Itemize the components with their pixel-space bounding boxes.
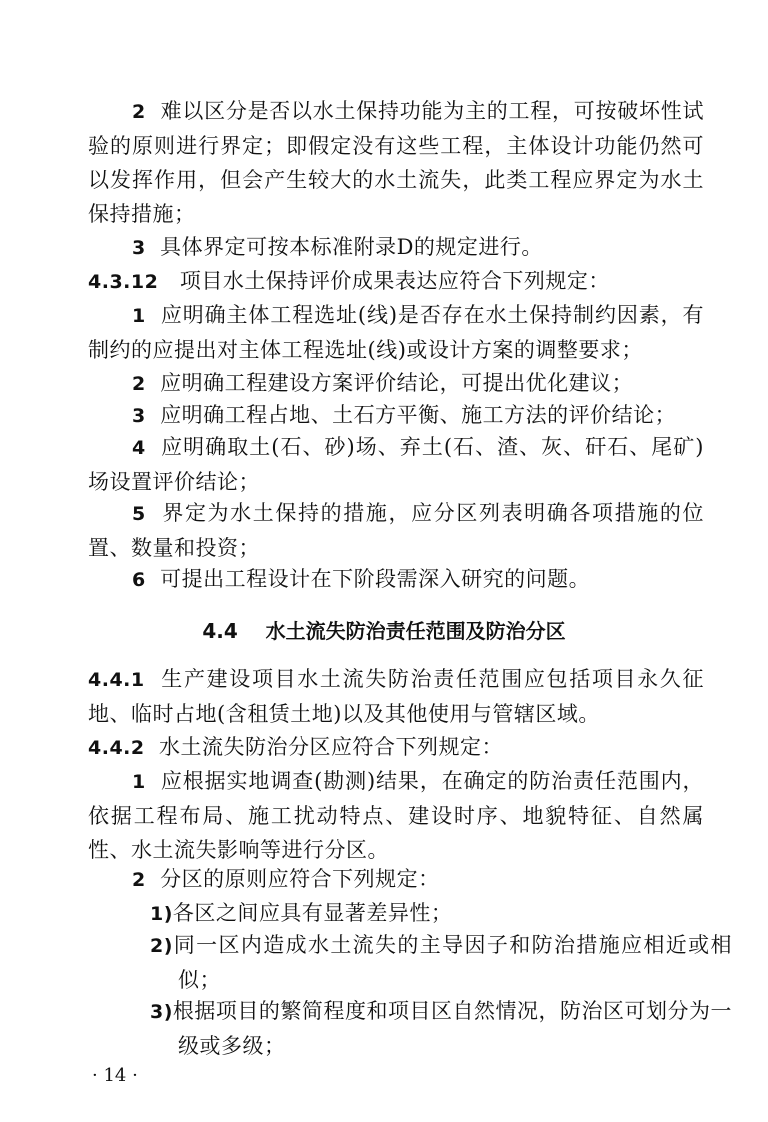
sub-item-text: 同一区内造成水土流失的主导因子和防治措施应相近或相似；: [172, 933, 732, 992]
page-number: · 14 ·: [92, 1065, 138, 1086]
clause-4-4-1: [88, 662, 704, 731]
item-text: 应明确工程建设方案评价结论，可提出优化建议；: [160, 371, 634, 395]
item-number: 3: [132, 405, 146, 427]
paragraph-item-3: [88, 230, 704, 265]
item-text: 难以区分是否以水土保持功能为主的工程，可按破坏性试验的原则进行界定；即假定没有这些工程，主体设计功能仍然可以发挥作用，但会产生较大的水土流失，此类工程应界定为水土保持措施；: [88, 99, 704, 226]
item-number: 6: [132, 569, 146, 591]
clause-4-4-2: [88, 730, 704, 765]
item-number: 5: [132, 503, 146, 525]
paragraph-item-3b: [88, 398, 704, 433]
clause-number: 4.4.1: [88, 669, 145, 691]
item-number: 1: [132, 771, 146, 793]
item-number: 3: [132, 237, 146, 259]
item-text: 具体界定可按本标准附录D的规定进行。: [160, 235, 543, 259]
clause-text: 项目水土保持评价成果表达应符合下列规定：: [179, 269, 610, 293]
sub-item-3: [150, 994, 732, 1063]
item-number: 2: [132, 869, 146, 891]
item-text: 界定为水土保持的措施，应分区列表明确各项措施的位置、数量和投资；: [88, 501, 704, 560]
item-text: 应明确主体工程选址(线)是否存在水土保持制约因素，有制约的应提出对主体工程选址(线)或设计方案的调整要求；: [88, 303, 704, 362]
paragraph-item-6: [88, 562, 704, 597]
item-number: 4: [132, 437, 146, 459]
sub-item-number: 3): [150, 1001, 173, 1023]
sub-item-number: 2): [150, 935, 173, 957]
paragraph-item-4: [88, 430, 704, 499]
section-number: 4.4: [202, 619, 238, 643]
sub-item-2: [150, 928, 732, 997]
sub-item-1: [150, 896, 732, 931]
item-text: 应根据实地调查(勘测)结果，在确定的防治责任范围内，依据工程布局、施工扰动特点、建设时序、地貌特征、自然属性、水土流失影响等进行分区。: [88, 769, 704, 862]
clause-4-3-12: [88, 264, 704, 299]
section-heading: [0, 614, 768, 648]
item-number: 2: [132, 101, 146, 123]
section-title: 水土流失防治责任范围及防治分区: [265, 619, 566, 643]
paragraph-item-1b: [88, 764, 704, 867]
item-number: 2: [132, 373, 146, 395]
item-number: 1: [132, 305, 146, 327]
item-text: 可提出工程设计在下阶段需深入研究的问题。: [160, 567, 591, 591]
sub-item-number: 1): [150, 903, 173, 925]
clause-number: 4.4.2: [88, 737, 145, 759]
item-text: 应明确工程占地、土石方平衡、施工方法的评价结论；: [160, 403, 677, 427]
sub-item-text: 根据项目的繁简程度和项目区自然情况，防治区可划分为一级或多级；: [172, 999, 732, 1058]
clause-text: 水土流失防治分区应符合下列规定：: [158, 735, 503, 759]
item-text: 分区的原则应符合下列规定：: [160, 867, 440, 891]
paragraph-item-2b: [88, 366, 704, 401]
sub-item-text: 各区之间应具有显著差异性；: [172, 901, 453, 925]
paragraph-item-2: [88, 94, 704, 231]
clause-number: 4.3.12: [88, 271, 159, 293]
paragraph-item-2c: [88, 862, 704, 897]
paragraph-item-1: [88, 298, 704, 367]
paragraph-item-5: [88, 496, 704, 565]
item-text: 应明确取土(石、砂)场、弃土(石、渣、灰、矸石、尾矿)场设置评价结论；: [88, 435, 704, 494]
clause-text: 生产建设项目水土流失防治责任范围应包括项目永久征地、临时占地(含租赁土地)以及其他使用与管辖区域。: [88, 667, 705, 726]
